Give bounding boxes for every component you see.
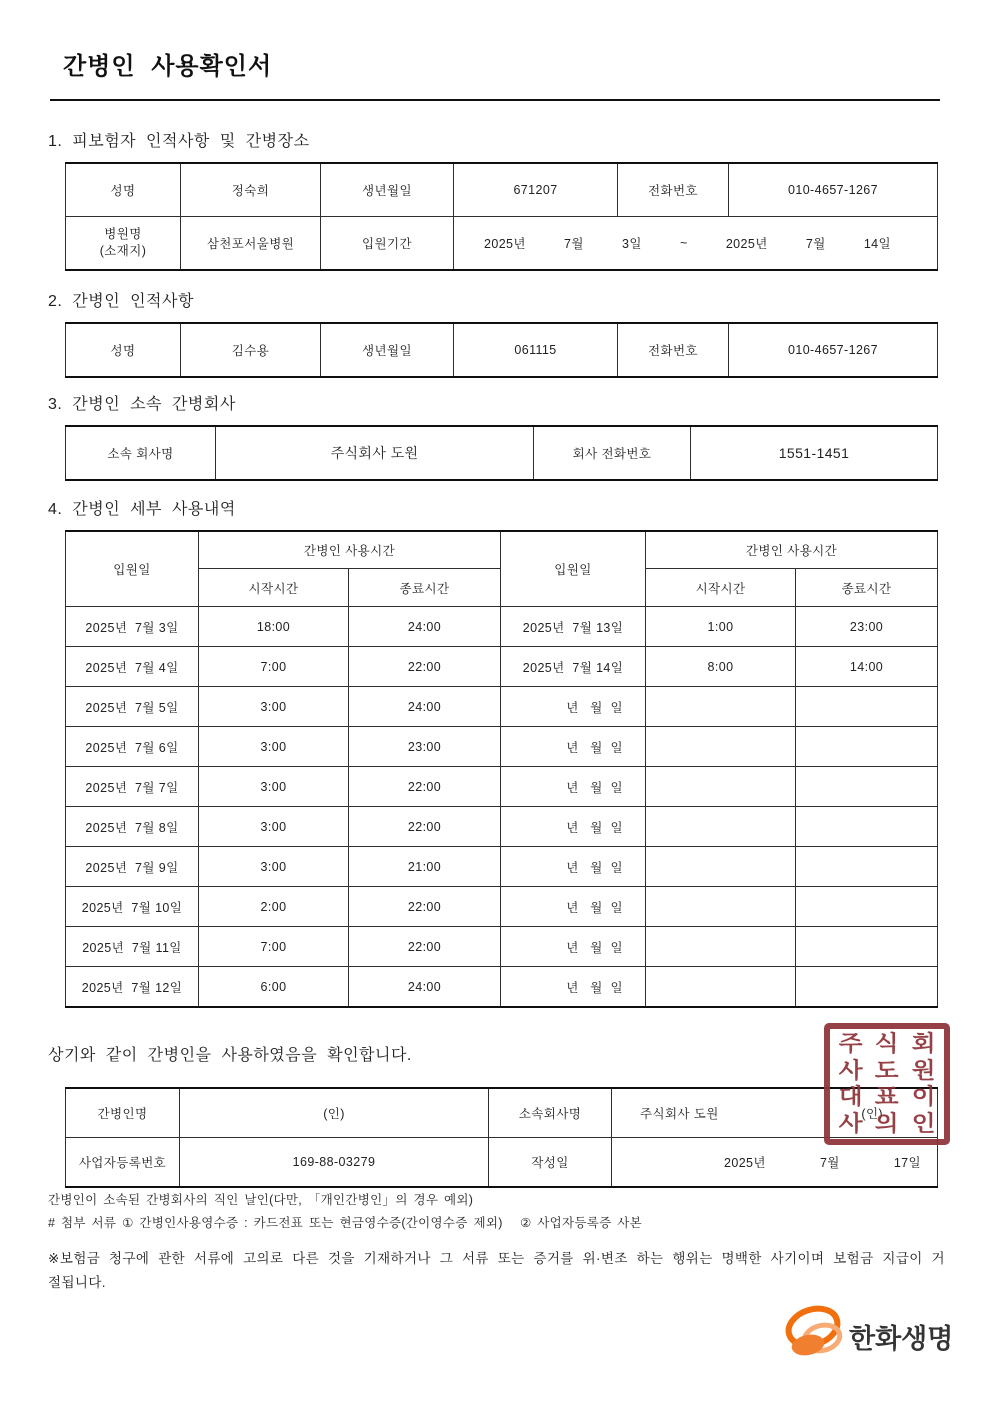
admission-date-left: 2025년 7월 7일 [66, 767, 199, 807]
start-time-right [646, 927, 796, 967]
admission-date-left: 2025년 7월 6일 [66, 727, 199, 767]
start-time-right [646, 967, 796, 1008]
caregiver-sign-label: 간병인명 [66, 1088, 180, 1138]
company-name-label: 소속 회사명 [66, 426, 216, 480]
admission-date-right: 년 월 일 [501, 927, 646, 967]
company-phone-value: 1551-1451 [691, 426, 938, 480]
section4-heading: 4. 간병인 세부 사용내역 [48, 501, 236, 518]
admission-date-left: 2025년 7월 8일 [66, 807, 199, 847]
end-time-header-right: 종료시간 [796, 569, 938, 607]
admission-period-value [454, 217, 938, 271]
hanwha-life-logo-text: 한화생명 [849, 1323, 954, 1354]
end-time-left: 22:00 [349, 767, 501, 807]
start-time-left: 7:00 [199, 927, 349, 967]
title-underline [50, 99, 940, 101]
caregiver-name-label: 성명 [66, 323, 181, 377]
start-time-right: 8:00 [646, 647, 796, 687]
start-time-left: 3:00 [199, 727, 349, 767]
end-time-left: 22:00 [349, 927, 501, 967]
footnote-attachments: # 첨부 서류 ① 간병인사용영수증 : 카드전표 또는 현금영수증(간이영수증 제외) ② 사업자등록증 사본 [48, 1216, 643, 1230]
period-to-year: 2025년 [725, 237, 768, 251]
seal-glyph: 회 [911, 1031, 936, 1057]
brn-value: 169-88-03279 [180, 1138, 489, 1188]
written-date-month: 7월 [819, 1156, 840, 1170]
end-time-left: 22:00 [349, 887, 501, 927]
sign-company-value: 주식회사 도원 [640, 1107, 719, 1121]
insured-info-table [65, 162, 938, 271]
seal-glyph: 인 [911, 1110, 936, 1136]
period-to-day: 14일 [863, 237, 891, 251]
end-time-right [796, 727, 938, 767]
end-time-right [796, 847, 938, 887]
seal-glyph: 표 [875, 1084, 899, 1110]
start-time-left: 3:00 [199, 847, 349, 887]
confirmation-statement: 상기와 같이 간병인을 사용하였음을 확인합니다. [48, 1047, 412, 1064]
care-company-table [65, 425, 938, 481]
usage-time-header-left: 간병인 사용시간 [199, 531, 501, 569]
end-time-right [796, 967, 938, 1008]
caregiver-birth-value: 061115 [454, 323, 618, 377]
seal-glyph: 의 [875, 1110, 899, 1136]
admission-date-left: 2025년 7월 10일 [66, 887, 199, 927]
seal-glyph: 사 [838, 1057, 863, 1083]
end-time-right [796, 687, 938, 727]
usage-date-header-right: 입원일 [501, 531, 646, 607]
admission-date-left: 2025년 7월 5일 [66, 687, 199, 727]
caregiver-name-value: 김수용 [181, 323, 321, 377]
start-time-left: 3:00 [199, 767, 349, 807]
caregiver-sign-cell: (인) [180, 1088, 489, 1138]
seal-glyph: 이 [911, 1084, 936, 1110]
usage-row [66, 727, 938, 767]
start-time-left: 18:00 [199, 607, 349, 647]
usage-row [66, 807, 938, 847]
period-from-year: 2025년 [484, 237, 526, 251]
corporate-seal-stamp [824, 1023, 950, 1145]
company-phone-label: 회사 전화번호 [534, 426, 691, 480]
insured-phone-label: 전화번호 [618, 163, 729, 217]
seal-glyph: 사 [838, 1110, 863, 1136]
usage-row [66, 967, 938, 1008]
seal-glyph: 주 [838, 1031, 863, 1057]
start-time-right [646, 727, 796, 767]
admission-period-label: 입원기간 [321, 217, 454, 271]
caregiver-phone-value: 010-4657-1267 [729, 323, 938, 377]
admission-date-right: 2025년 7월 14일 [501, 647, 646, 687]
admission-date-right: 년 월 일 [501, 807, 646, 847]
admission-date-left: 2025년 7월 3일 [66, 607, 199, 647]
usage-date-header-left: 입원일 [66, 531, 199, 607]
admission-date-left: 2025년 7월 11일 [66, 927, 199, 967]
insured-birth-label: 생년월일 [321, 163, 454, 217]
start-time-header-right: 시작시간 [646, 569, 796, 607]
usage-row [66, 847, 938, 887]
hanwha-circles-icon [783, 1300, 845, 1364]
seal-glyph: 도 [875, 1057, 899, 1083]
page-title: 간병인 사용확인서 [63, 53, 273, 80]
usage-row [66, 687, 938, 727]
usage-row [66, 767, 938, 807]
section3-heading: 3. 간병인 소속 간병회사 [48, 396, 236, 413]
period-tilde: ~ [679, 236, 688, 250]
admission-date-left: 2025년 7월 12일 [66, 967, 199, 1008]
usage-table-body [66, 607, 938, 1008]
footnote-seal-requirement: 간병인이 소속된 간병회사의 직인 날인(다만, 「개인간병인」의 경우 예외) [48, 1193, 474, 1207]
hospital-name-label: 병원명 (소재지) [66, 217, 181, 271]
insured-birth-value: 671207 [454, 163, 618, 217]
end-time-header-left: 종료시간 [349, 569, 501, 607]
admission-date-right: 년 월 일 [501, 967, 646, 1008]
hospital-name-value: 삼천포서울병원 [181, 217, 321, 271]
company-name-value: 주식회사 도원 [216, 426, 534, 480]
insured-row-2 [66, 217, 938, 271]
start-time-left: 7:00 [199, 647, 349, 687]
usage-header-row-1 [66, 531, 938, 569]
caregiver-info-table [65, 322, 938, 378]
insured-name-value: 정숙희 [181, 163, 321, 217]
end-time-right: 23:00 [796, 607, 938, 647]
sign-company-label: 소속회사명 [489, 1088, 612, 1138]
signature-row-2 [66, 1138, 938, 1188]
admission-date-right: 년 월 일 [501, 887, 646, 927]
end-time-right [796, 807, 938, 847]
period-from-month: 7월 [564, 237, 584, 251]
admission-date-left: 2025년 7월 9일 [66, 847, 199, 887]
start-time-right [646, 887, 796, 927]
section1-heading: 1. 피보험자 인적사항 및 간병장소 [48, 133, 310, 150]
usage-row [66, 607, 938, 647]
end-time-right [796, 887, 938, 927]
start-time-right [646, 847, 796, 887]
seal-glyph: 대 [838, 1084, 863, 1110]
admission-date-right: 년 월 일 [501, 847, 646, 887]
end-time-right [796, 767, 938, 807]
start-time-left: 3:00 [199, 807, 349, 847]
usage-row [66, 927, 938, 967]
start-time-header-left: 시작시간 [199, 569, 349, 607]
admission-date-right: 년 월 일 [501, 767, 646, 807]
admission-date-right: 2025년 7월 13일 [501, 607, 646, 647]
start-time-left: 6:00 [199, 967, 349, 1008]
end-time-left: 22:00 [349, 647, 501, 687]
sign-company-seal-mark: (인) [861, 1107, 883, 1121]
hanwha-life-logo [783, 1300, 953, 1364]
end-time-left: 24:00 [349, 607, 501, 647]
written-date-label: 작성일 [489, 1138, 612, 1188]
brn-label: 사업자등록번호 [66, 1138, 180, 1188]
start-time-left: 2:00 [199, 887, 349, 927]
care-company-row [66, 426, 938, 480]
admission-date-right: 년 월 일 [501, 687, 646, 727]
written-date-day: 17일 [893, 1156, 921, 1170]
end-time-left: 21:00 [349, 847, 501, 887]
seal-glyph: 원 [911, 1057, 936, 1083]
usage-row [66, 647, 938, 687]
caregiver-birth-label: 생년월일 [321, 323, 454, 377]
start-time-right [646, 767, 796, 807]
start-time-right: 1:00 [646, 607, 796, 647]
insured-phone-value: 010-4657-1267 [729, 163, 938, 217]
insured-row-1 [66, 163, 938, 217]
end-time-left: 23:00 [349, 727, 501, 767]
start-time-right [646, 687, 796, 727]
period-from-day: 3일 [622, 237, 642, 251]
usage-row [66, 887, 938, 927]
usage-time-header-right: 간병인 사용시간 [646, 531, 938, 569]
end-time-left: 22:00 [349, 807, 501, 847]
admission-date-right: 년 월 일 [501, 727, 646, 767]
admission-date-left: 2025년 7월 4일 [66, 647, 199, 687]
signature-table [65, 1084, 938, 1188]
end-time-right: 14:00 [796, 647, 938, 687]
start-time-right [646, 807, 796, 847]
seal-glyph: 식 [875, 1031, 899, 1057]
insured-name-label: 성명 [66, 163, 181, 217]
start-time-left: 3:00 [199, 687, 349, 727]
caregiver-row [66, 323, 938, 377]
written-date-year: 2025년 [724, 1156, 766, 1170]
end-time-left: 24:00 [349, 687, 501, 727]
fraud-warning-text: ※보험금 청구에 관한 서류에 고의로 다른 것을 기재하거나 그 서류 또는 증거를 위·변조 하는 행위는 명백한 사기이며 보험금 지급이 거절됩니다. [48, 1251, 945, 1290]
section2-heading: 2. 간병인 인적사항 [48, 293, 194, 310]
usage-detail-table [65, 530, 938, 1008]
period-to-month: 7월 [805, 237, 826, 251]
caregiver-phone-label: 전화번호 [618, 323, 729, 377]
end-time-right [796, 927, 938, 967]
signature-row-1 [66, 1088, 938, 1138]
end-time-left: 24:00 [349, 967, 501, 1008]
